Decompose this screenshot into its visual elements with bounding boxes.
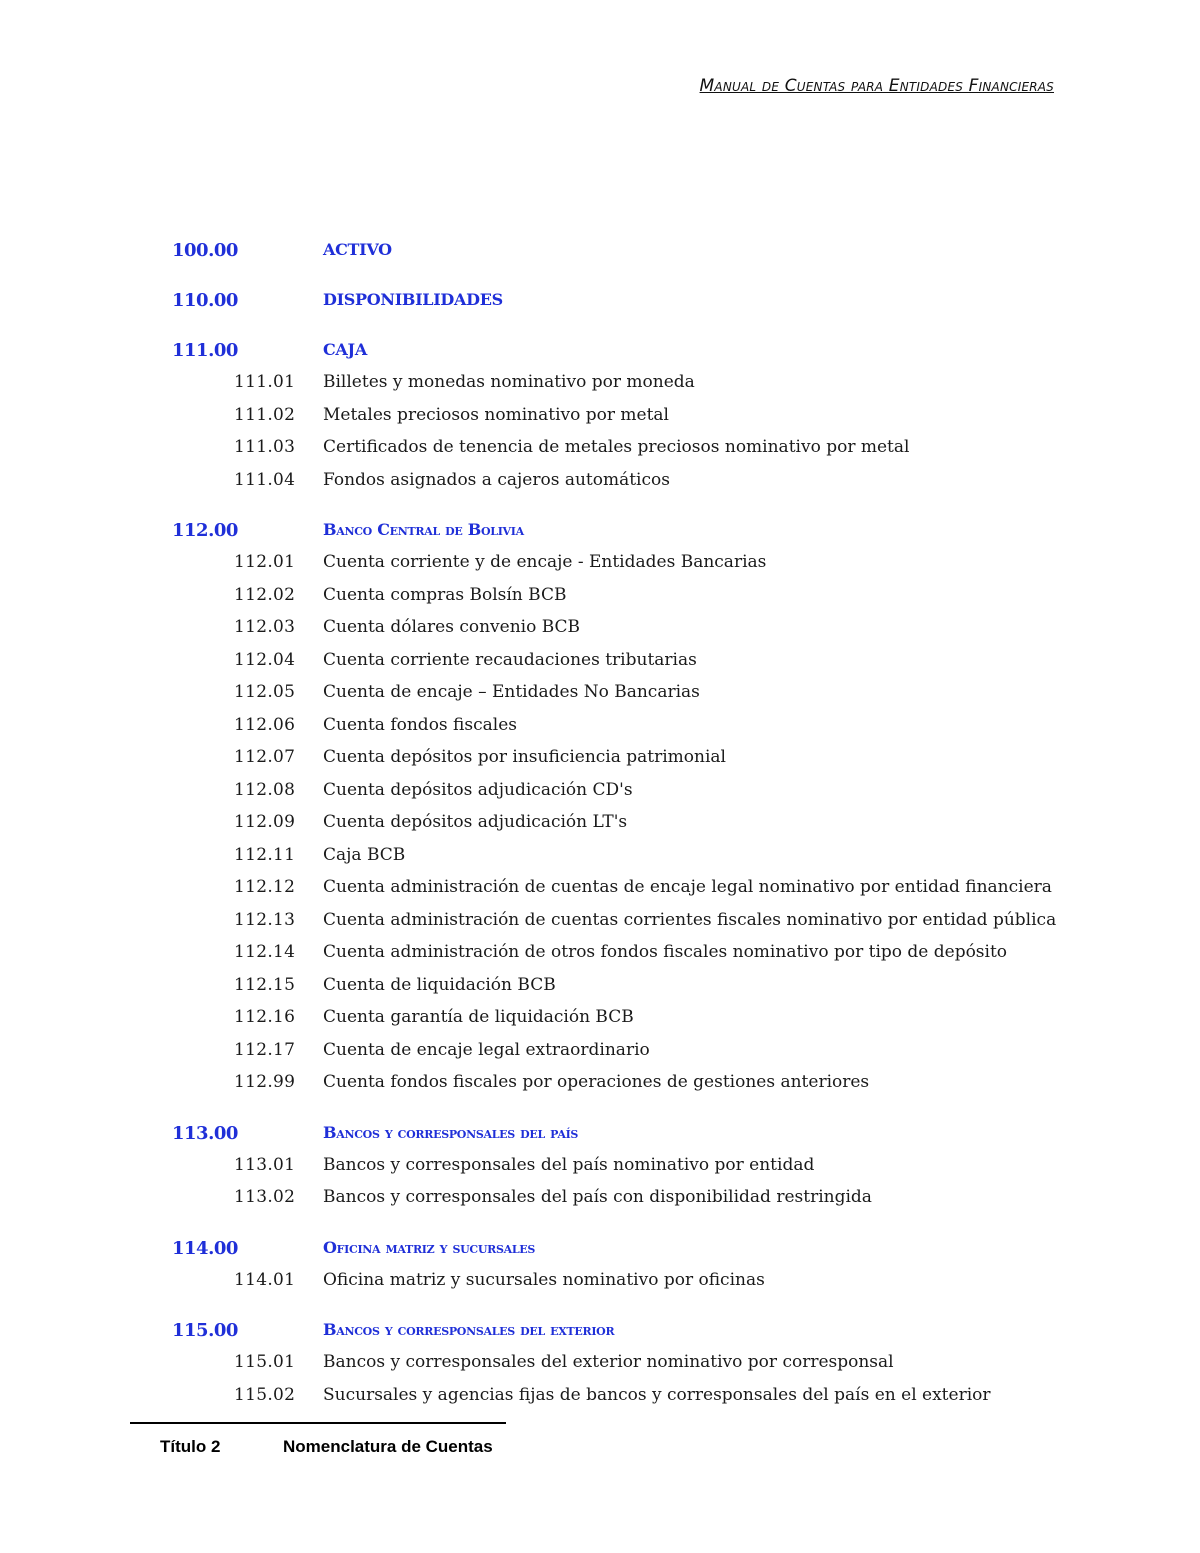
page-header-title: Manual de Cuentas para Entidades Financieras [699, 76, 1054, 96]
account-code: 111.03 [234, 437, 296, 457]
account-row [0, 1036, 1200, 1069]
account-row [0, 646, 1200, 679]
account-row [0, 1348, 1200, 1381]
group-row [0, 1119, 1200, 1151]
group-row [0, 1316, 1200, 1348]
account-name: Oficina matriz y sucursales nominativo por oficinas [323, 1269, 765, 1290]
group-row [0, 336, 1200, 368]
account-row [0, 743, 1200, 776]
account-name: Cuenta administración de cuentas corrientes fiscales nominativo por entidad pública [323, 909, 1057, 930]
account-name: Cuenta de encaje – Entidades No Bancarias [323, 682, 700, 702]
account-row [0, 678, 1200, 711]
group-code: 115.00 [172, 1320, 238, 1341]
account-code: 112.08 [234, 779, 296, 800]
account-group [0, 336, 1200, 498]
account-name: Cuenta depósitos adjudicación LT's [323, 812, 628, 832]
account-code: 112.12 [234, 877, 296, 897]
account-code: 112.99 [234, 1072, 296, 1092]
account-name: Cuenta depósitos adjudicación CD's [323, 779, 633, 800]
account-row [0, 548, 1200, 581]
account-name: Cuenta compras Bolsín BCB [323, 584, 567, 605]
account-code: 112.05 [234, 682, 296, 702]
account-code: 112.15 [234, 974, 296, 995]
account-group [0, 1119, 1200, 1216]
account-row [0, 1381, 1200, 1414]
account-name: Cuenta administración de otros fondos fiscales nominativo por tipo de depósito [323, 942, 1008, 962]
group-row [0, 516, 1200, 548]
account-name: Cuenta garantía de liquidación BCB [323, 1007, 634, 1027]
account-list [0, 236, 1200, 1413]
account-name: Cuenta administración de cuentas de encaje legal nominativo por entidad financiera [323, 877, 1052, 897]
account-row [0, 808, 1200, 841]
account-group [0, 1316, 1200, 1413]
account-name: Cuenta corriente y de encaje - Entidades Bancarias [323, 552, 767, 572]
account-name: Sucursales y agencias fijas de bancos y corresponsales del país en el exterior [323, 1384, 991, 1405]
account-code: 112.02 [234, 584, 296, 605]
account-code: 114.01 [234, 1269, 296, 1290]
group-name: Banco Central de Bolivia [323, 520, 524, 539]
account-row [0, 1266, 1200, 1299]
account-row [0, 776, 1200, 809]
account-name: Cuenta depósitos por insuficiencia patrimonial [323, 747, 726, 767]
group-name: Oficina matriz y sucursales [323, 1237, 536, 1257]
group-code: 111.00 [172, 340, 238, 361]
account-code: 112.03 [234, 617, 296, 637]
account-row [0, 1003, 1200, 1036]
account-name: Bancos y corresponsales del exterior nominativo por corresponsal [323, 1352, 894, 1372]
account-name: Bancos y corresponsales del país nominativo por entidad [323, 1154, 815, 1175]
group-code: 113.00 [172, 1122, 238, 1144]
account-row [0, 613, 1200, 646]
account-row [0, 711, 1200, 744]
account-group [0, 1234, 1200, 1299]
account-name: Cuenta de liquidación BCB [323, 974, 556, 995]
account-row [0, 1183, 1200, 1216]
account-row [0, 873, 1200, 906]
footer-title-number: Título 2 [160, 1437, 221, 1456]
group-code: 100.00 [172, 240, 238, 261]
account-name: Billetes y monedas nominativo por moneda [323, 372, 695, 392]
account-code: 112.11 [234, 844, 296, 865]
account-code: 112.09 [234, 812, 296, 832]
account-group [0, 286, 1200, 318]
account-name: Cuenta fondos fiscales por operaciones de gestiones anteriores [323, 1072, 870, 1092]
group-code: 112.00 [172, 520, 238, 541]
account-code: 112.17 [234, 1039, 296, 1060]
account-code: 112.07 [234, 747, 296, 767]
group-name: DISPONIBILIDADES [323, 290, 503, 309]
account-name: Certificados de tenencia de metales preciosos nominativo por metal [323, 437, 910, 457]
account-code: 115.01 [234, 1352, 296, 1372]
account-name: Metales preciosos nominativo por metal [323, 404, 669, 425]
account-code: 111.04 [234, 469, 296, 490]
account-row [0, 938, 1200, 971]
account-row [0, 401, 1200, 434]
account-row [0, 466, 1200, 499]
account-row [0, 906, 1200, 939]
account-name: Cuenta fondos fiscales [323, 714, 517, 735]
account-code: 112.01 [234, 552, 296, 572]
account-code: 112.14 [234, 942, 296, 962]
group-name: Bancos y corresponsales del país [323, 1122, 579, 1142]
account-row [0, 368, 1200, 401]
account-row [0, 1068, 1200, 1101]
account-code: 112.06 [234, 714, 296, 735]
account-row [0, 433, 1200, 466]
account-name: Cuenta corriente recaudaciones tributarias [323, 649, 697, 670]
group-name: Bancos y corresponsales del exterior [323, 1320, 615, 1339]
account-code: 115.02 [234, 1384, 296, 1405]
group-row [0, 1234, 1200, 1266]
account-code: 112.16 [234, 1007, 296, 1027]
account-code: 113.01 [234, 1154, 296, 1175]
account-name: Cuenta dólares convenio BCB [323, 617, 581, 637]
group-code: 114.00 [172, 1237, 238, 1259]
account-name: Bancos y corresponsales del país con disponibilidad restringida [323, 1187, 872, 1207]
account-name: Cuenta de encaje legal extraordinario [323, 1039, 650, 1060]
account-row [0, 971, 1200, 1004]
account-code: 113.02 [234, 1187, 296, 1207]
account-row [0, 841, 1200, 874]
account-row [0, 1151, 1200, 1184]
account-row [0, 581, 1200, 614]
footer-divider [130, 1422, 506, 1424]
group-code: 110.00 [172, 290, 238, 311]
footer-title-name: Nomenclatura de Cuentas [283, 1437, 493, 1456]
account-name: Fondos asignados a cajeros automáticos [323, 469, 670, 490]
group-name: ACTIVO [323, 240, 392, 259]
account-code: 111.02 [234, 404, 296, 425]
group-name: CAJA [323, 340, 367, 359]
account-name: Caja BCB [323, 844, 406, 865]
group-row [0, 236, 1200, 268]
group-row [0, 286, 1200, 318]
account-code: 112.04 [234, 649, 296, 670]
account-group [0, 236, 1200, 268]
account-group [0, 516, 1200, 1101]
account-code: 112.13 [234, 909, 296, 930]
account-code: 111.01 [234, 372, 296, 392]
